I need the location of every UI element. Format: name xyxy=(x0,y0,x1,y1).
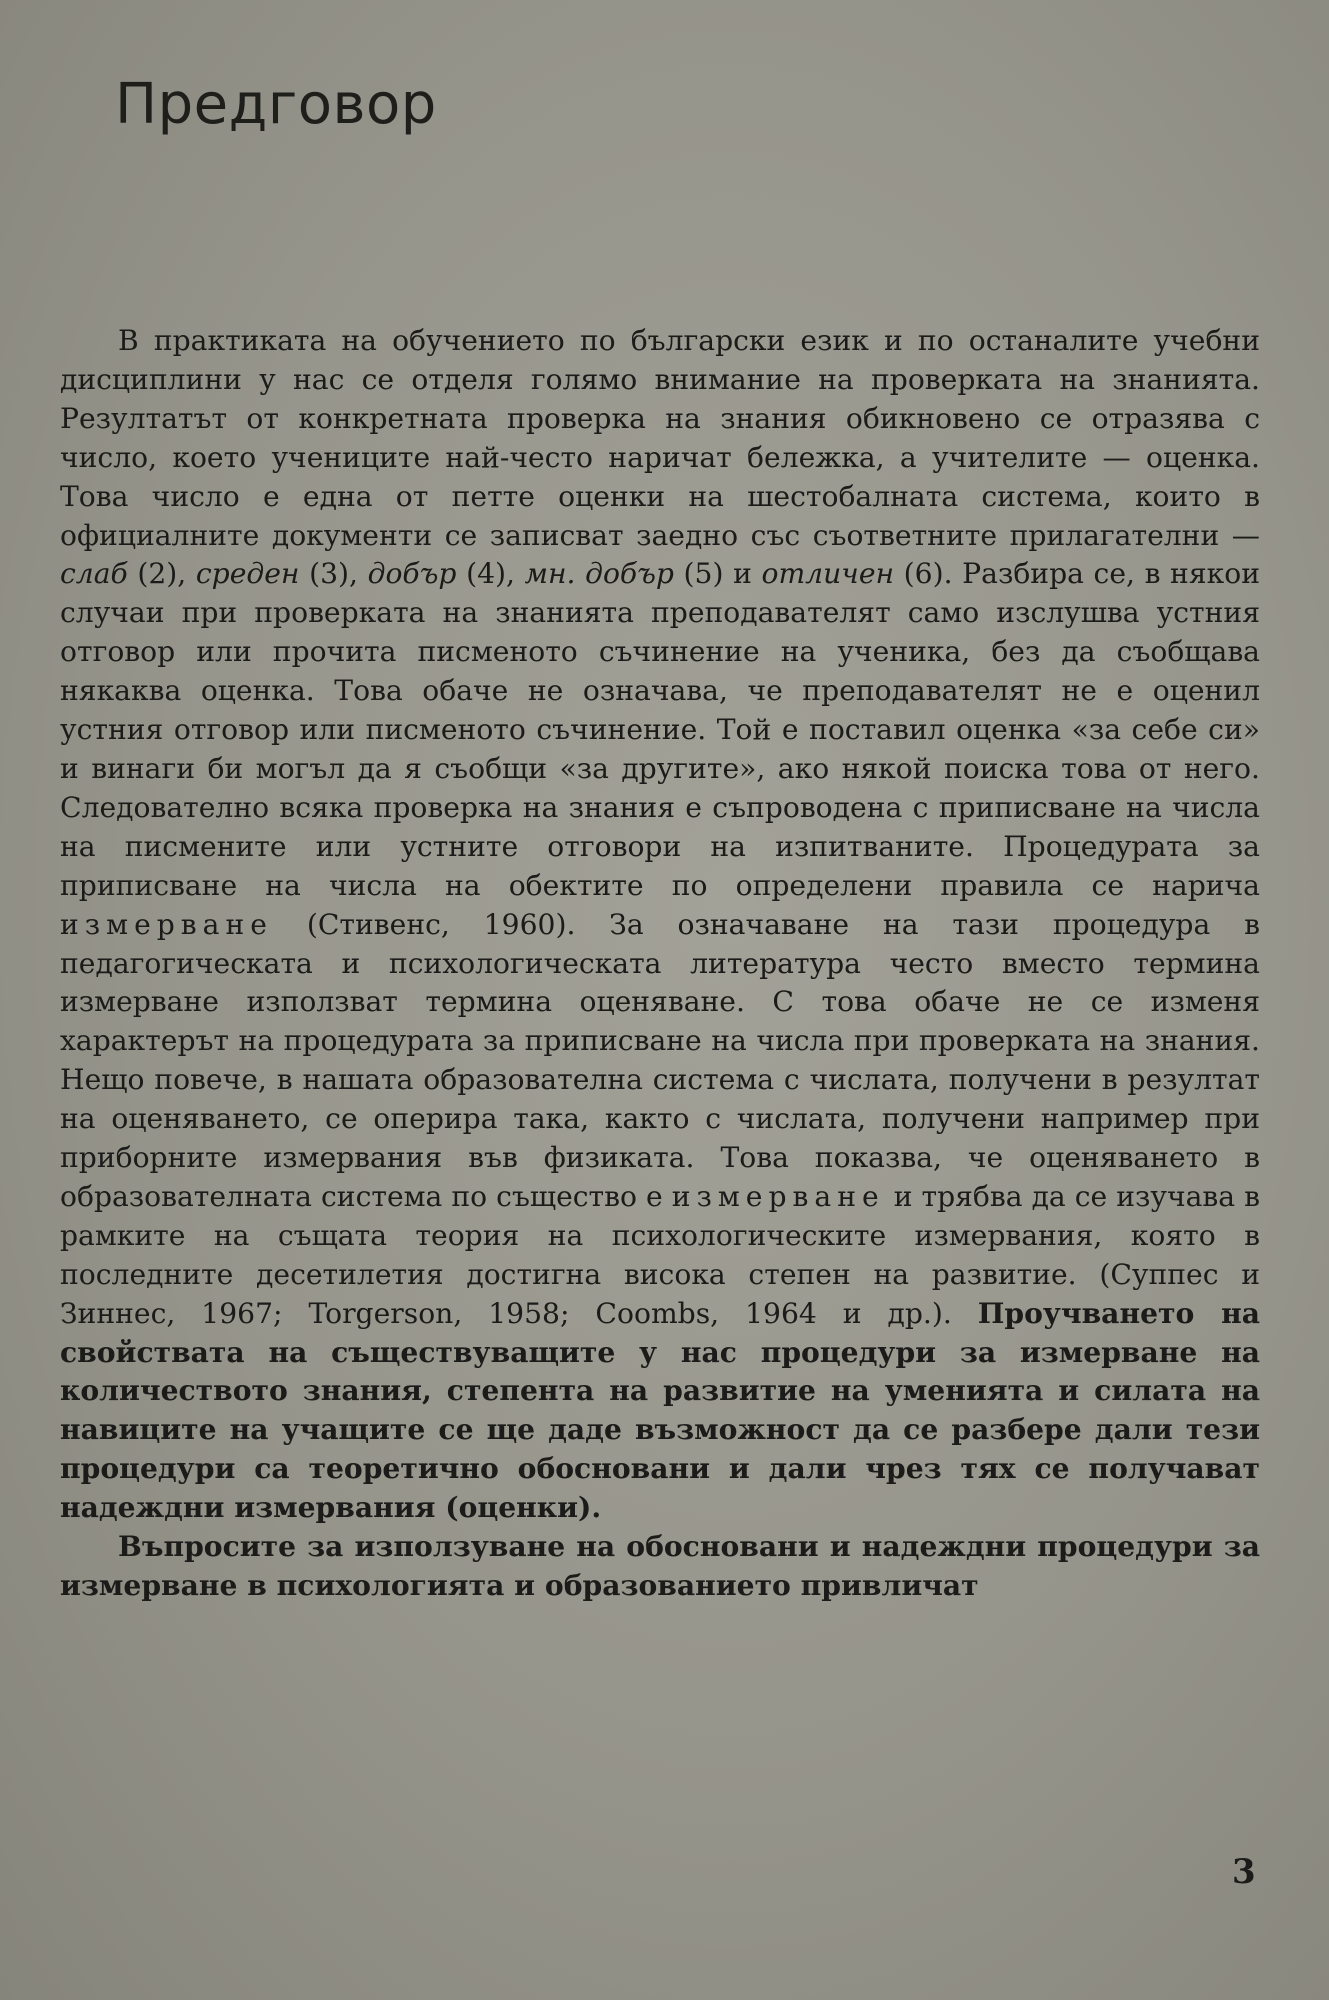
grade-excellent: отличен xyxy=(761,557,895,591)
grade-good-number: (4), xyxy=(456,557,525,591)
grade-good: добър xyxy=(367,557,457,591)
paragraph-1-text-a: В практиката на обучението по български език и по останалите учебни дисциплини у нас се отделя голямо внимание на проверката на знанията. Резултатът от конкретната проверка на знания обикновено се отразява с число, което учениците най-често наричат бележка, а учителите — оценка. Това число е една от петте оценки на шестобалната система, които в официалните документи се записват заедно със съответните прилагателни — xyxy=(60,324,1260,552)
paragraph-1-bold-text: Проучването на свойствата на съществуващите у нас процедури за измерване на количеството знания, степента на развитие на уменията и силата на навиците на учащите се ще даде възможност да се разбере дали тези процедури са теоретично обосновани и дали чрез тях се получават надеждни измервания (оценки). xyxy=(60,1296,1260,1525)
page-number: 3 xyxy=(1232,1852,1256,1892)
grade-excellent-number: (6). xyxy=(894,557,953,591)
term-measurement: измерване xyxy=(60,907,273,941)
term-measurement-2: измерване xyxy=(671,1179,885,1213)
grade-very-good: мн. добър xyxy=(524,557,674,591)
grade-weak-number: (2), xyxy=(127,557,196,591)
page-heading: Предговор xyxy=(115,72,437,137)
paragraph-1-text-d: и трябва да се изучава в рамките на същата теория на психологическите измервания, която в последните десетилетия достигна висока степен на развитие. (Суппес и Зиннес, 1967; Torgerson, 1958; Coombs, 1964 и др.). xyxy=(60,1179,1260,1330)
paragraph-1 xyxy=(60,322,1260,1528)
body-text xyxy=(60,322,1260,1606)
grade-average-number: (3), xyxy=(299,557,368,591)
paragraph-1-text-c: (Стивенс, 1960). За означаване на тази процедура в педагогическата и психологическата литература често вместо термина измерване използват термина оценяване. С това обаче не се изменя характерът на процедурата за приписване на числа при проверката на знания. Нещо повече, в нашата образователна система с числата, получени в резултат на оценяването, се оперира така, както с числата, получени например при приборните измервания във физиката. Това показва, че оценяването в образователната система по същество е xyxy=(60,907,1260,1213)
grade-average: среден xyxy=(195,557,300,591)
paragraph-2: Въпросите за използуване на обосновани и надеждни процедури за измерване в психологията и образованието привличат xyxy=(60,1530,1260,1602)
paragraph-1-text-b: Разбира се, в някои случаи при проверката на знанията преподавателят само изслушва устния отговор или прочита писменото съчинение на ученика, без да съобщава някаква оценка. Това обаче не означава, че преподавателят не е оценил устния отговор или писменото съчинение. Той е поставил оценка «за себе си» и винаги би могъл да я съобщи «за другите», ако някой поиска това от него. Следователно всяка проверка на знания е съпроводена с приписване на числа на писмените или устните отговори на изпитваните. Процедурата за приписване на числа на обектите по определени правила се нарича xyxy=(60,557,1260,902)
grade-very-good-number: (5) и xyxy=(673,557,762,591)
grade-weak: слаб xyxy=(60,557,128,591)
